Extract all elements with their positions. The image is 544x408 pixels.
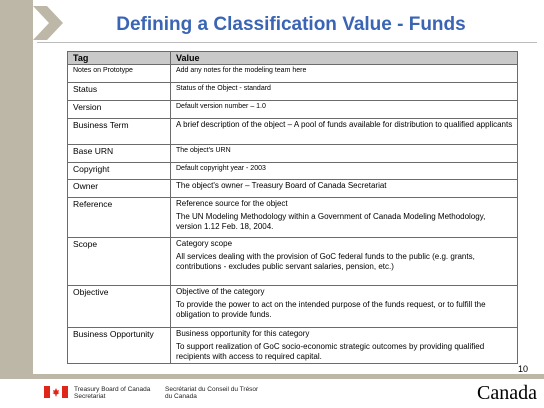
row-tag: Business Opportunity <box>68 328 171 364</box>
dept-en-line: Treasury Board of Canada <box>74 386 151 393</box>
value-line: Default version number – 1.0 <box>176 103 266 110</box>
value-line: Status of the Object - standard <box>176 85 271 92</box>
dept-en-line: Secretariat <box>74 393 106 400</box>
value-line: The object's URN <box>176 147 231 154</box>
value-line: To support realization of GoC socio-economic strategic outcomes by providing qualified recipients with access to required capital. <box>176 342 485 361</box>
left-decorative-band <box>0 0 33 374</box>
row-tag: Status <box>68 83 171 101</box>
table-row <box>68 83 518 101</box>
slide-title: Defining a Classification Value - Funds <box>116 14 466 35</box>
value-line: All services dealing with the provision of GoC federal funds to the public (e.g. grants, contributions - excludes public servant salaries, pension, etc.) <box>176 252 475 271</box>
footer <box>0 374 544 408</box>
department-name-english <box>74 386 150 400</box>
title-divider <box>37 42 537 43</box>
value-line: Category scope <box>176 239 233 248</box>
table-row <box>68 145 518 163</box>
dept-fr-line: Secrétariat du Conseil du Trésor <box>165 386 259 393</box>
value-line: Default copyright year - 2003 <box>176 165 266 172</box>
value-line: Reference source for the object <box>176 199 288 208</box>
value-line: A brief description of the object – A pool of funds available for distribution to qualified applicants <box>176 120 513 129</box>
value-line: The object's owner – Treasury Board of Canada Secretariat <box>176 181 387 190</box>
row-value <box>171 238 518 286</box>
row-tag: Scope <box>68 238 171 286</box>
header-tag: Tag <box>68 52 171 65</box>
table-row <box>68 163 518 180</box>
row-tag: Base URN <box>68 145 171 163</box>
page-number: 10 <box>518 364 529 374</box>
row-tag: Objective <box>68 286 171 328</box>
header-value: Value <box>171 52 518 65</box>
table-row <box>68 119 518 145</box>
row-tag: Notes on Prototype <box>68 65 171 83</box>
row-value <box>171 328 518 364</box>
table-row <box>68 65 518 83</box>
canada-wordmark: Canada <box>477 382 537 404</box>
value-line: Add any notes for the modeling team here <box>176 67 307 74</box>
row-tag: Version <box>68 101 171 119</box>
table-row <box>68 198 518 238</box>
value-line: Objective of the category <box>176 287 265 296</box>
value-line: To provide the power to act on the intended purpose of the funds request, or to fulfill the obligation to provide funds. <box>176 300 486 319</box>
row-value <box>171 286 518 328</box>
canada-flag-icon <box>44 386 68 398</box>
row-value <box>171 119 518 145</box>
row-value <box>171 198 518 238</box>
footer-band <box>0 374 544 379</box>
row-tag: Business Term <box>68 119 171 145</box>
row-tag: Copyright <box>68 163 171 180</box>
table-header-row <box>68 52 518 65</box>
value-line: Business opportunity for this category <box>176 329 310 338</box>
row-tag: Owner <box>68 180 171 198</box>
row-value <box>171 65 518 83</box>
dept-fr-line: du Canada <box>165 393 197 400</box>
row-value <box>171 83 518 101</box>
row-value <box>171 145 518 163</box>
row-value <box>171 101 518 119</box>
row-tag: Reference <box>68 198 171 238</box>
table-row <box>68 328 518 364</box>
department-name-french <box>165 386 258 400</box>
row-value <box>171 163 518 180</box>
table-row <box>68 238 518 286</box>
value-line: The UN Modeling Methodology within a Government of Canada Modeling Methodology, version 1.12 Feb. 18, 2004. <box>176 212 486 231</box>
table-row <box>68 286 518 328</box>
classification-table <box>67 51 518 364</box>
table-row <box>68 180 518 198</box>
row-value <box>171 180 518 198</box>
table-row <box>68 101 518 119</box>
